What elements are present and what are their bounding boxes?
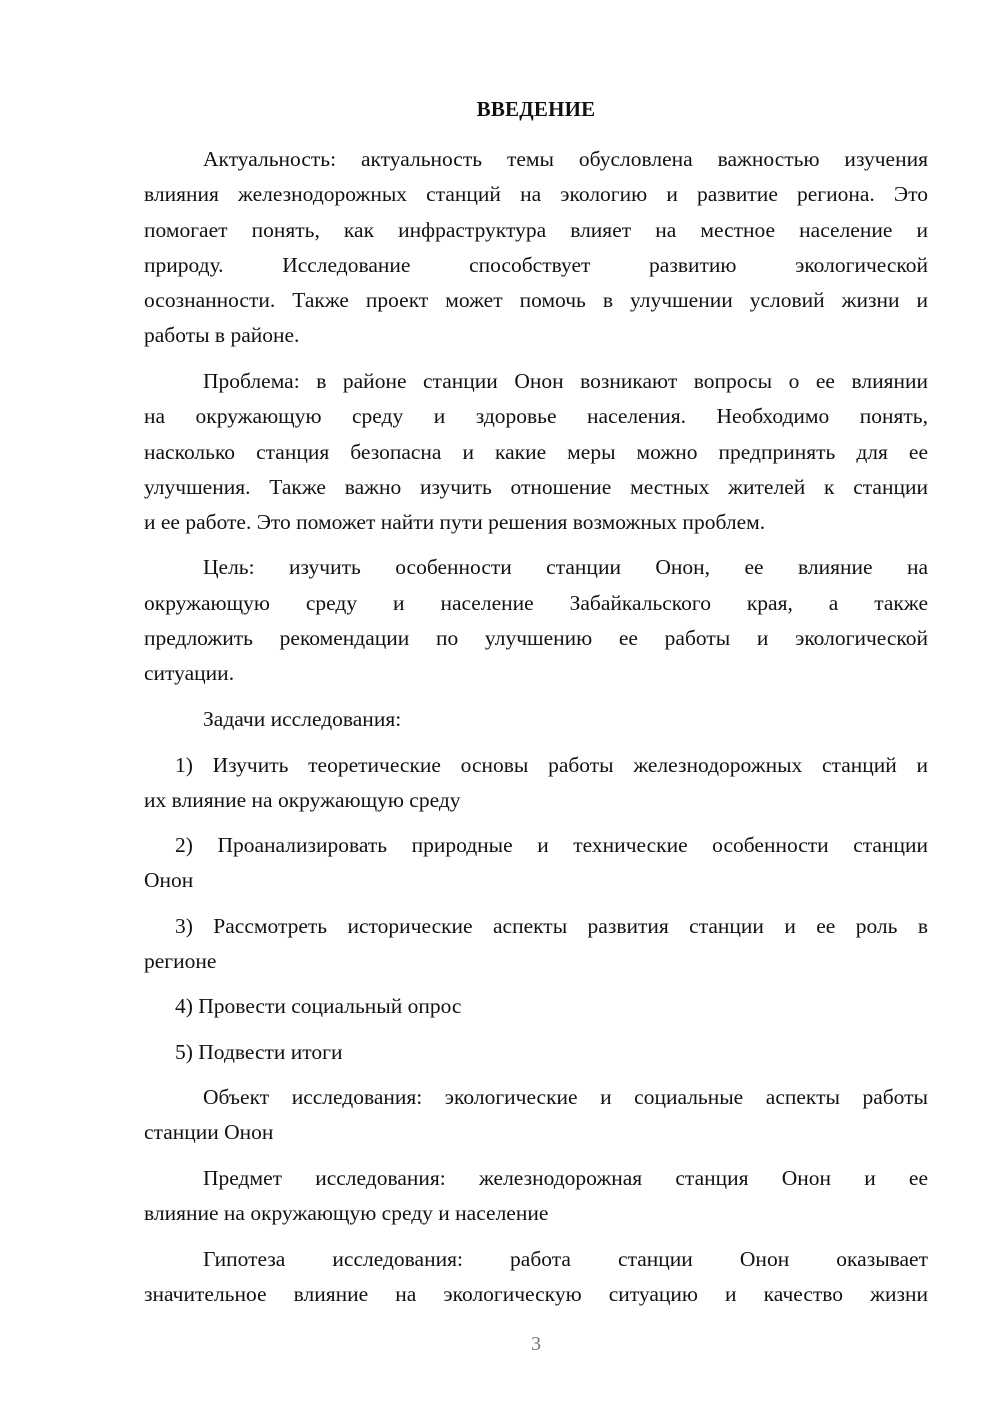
text-line: улучшения. Также важно изучить отношение местных жителей к станции (144, 475, 928, 499)
text-line: Объект исследования: экологические и социальные аспекты работы (203, 1085, 928, 1109)
text-line: их влияние на окружающую среду (144, 788, 461, 812)
text-line: и ее работе. Это поможет найти пути решения возможных проблем. (144, 510, 766, 534)
text-line: помогает понять, как инфраструктура влияет на местное население и (144, 218, 928, 242)
text-line: природу. Исследование способствует развитию экологической (144, 253, 928, 277)
text-line: работы в районе. (144, 323, 300, 347)
text-line: Онон (144, 868, 194, 892)
text-line: Гипотеза исследования: работа станции Онон оказывает (203, 1247, 928, 1271)
text-line: Задачи исследования: (203, 707, 402, 731)
text-line: насколько станция безопасна и какие меры можно предпринять для ее (144, 440, 928, 464)
text-line: ситуации. (144, 661, 235, 685)
text-line: регионе (144, 949, 217, 973)
text-line: станции Онон (144, 1120, 274, 1144)
text-line: на окружающую среду и здоровье населения. Необходимо понять, (144, 404, 928, 428)
text-line: влияние на окружающую среду и население (144, 1201, 549, 1225)
page-title: ВВЕДЕНИЕ (476, 97, 596, 121)
page-number: 3 (531, 1333, 541, 1355)
text-line: Цель: изучить особенности станции Онон, ее влияние на (203, 555, 928, 579)
text-line: значительное влияние на экологическую ситуацию и качество жизни (144, 1282, 928, 1306)
text-line: 3) Рассмотреть исторические аспекты развития станции и ее роль в (175, 914, 928, 938)
text-line: Проблема: в районе станции Онон возникают вопросы о ее влиянии (203, 369, 928, 393)
text-line: 5) Подвести итоги (175, 1040, 343, 1064)
text-line: окружающую среду и население Забайкальского края, а также (144, 591, 928, 615)
text-line: влияния железнодорожных станций на экологию и развитие региона. Это (144, 182, 928, 206)
text-line: 4) Провести социальный опрос (175, 994, 462, 1018)
text-line: 1) Изучить теоретические основы работы железнодорожных станций и (175, 753, 928, 777)
text-line: предложить рекомендации по улучшению ее работы и экологической (144, 626, 928, 650)
text-line: Предмет исследования: железнодорожная станция Онон и ее (203, 1166, 928, 1190)
text-line: 2) Проанализировать природные и технические особенности станции (175, 833, 928, 857)
text-line: Актуальность: актуальность темы обусловлена важностью изучения (203, 147, 928, 171)
text-line: осознанности. Также проект может помочь в улучшении условий жизни и (144, 288, 928, 312)
